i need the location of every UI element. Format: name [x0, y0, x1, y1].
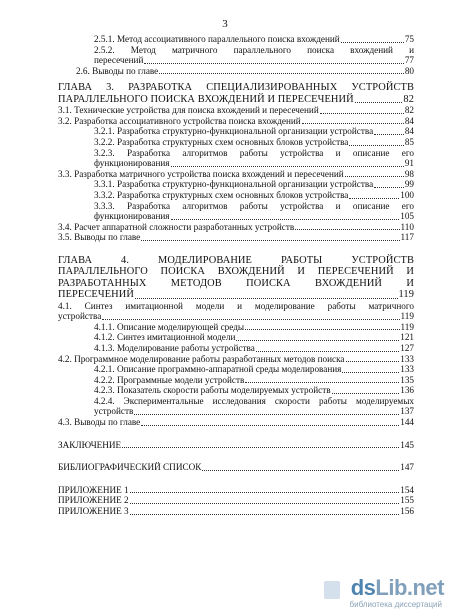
toc-row-text: ПРИЛОЖЕНИЕ 3: [58, 506, 129, 517]
dot-leader: [320, 113, 404, 114]
dot-leader: [202, 470, 399, 471]
toc-row-text: 3.2.3. Разработка алгоритмов работы устройства и описание его: [94, 147, 414, 158]
toc-row-text: функционирования: [94, 158, 170, 169]
watermark-subtitle: библиотека диссертаций: [349, 600, 442, 609]
dot-leader: [374, 134, 404, 135]
toc-row: [58, 322, 414, 333]
toc-row-bibliography: [58, 462, 414, 473]
toc-row-text: ПРИЛОЖЕНИЕ 2: [58, 495, 129, 506]
toc-row: [58, 311, 414, 322]
toc-row-conclusion: [58, 440, 414, 451]
toc-row-page: 82: [404, 105, 414, 116]
toc-row: [58, 222, 414, 233]
toc-row-text: функционирования: [94, 211, 170, 222]
chapter-title-line: ГЛАВА 4. МОДЕЛИРОВАНИЕ РАБОТЫ УСТРОЙСТВ: [58, 254, 414, 266]
toc-row-text: БИБЛИОГРАФИЧЕСКИЙ СПИСОК: [58, 462, 202, 473]
toc-row-page: 75: [404, 34, 414, 44]
dot-leader: [341, 42, 404, 43]
toc-row-page: 84: [404, 115, 414, 126]
toc-row-text: 3.3. Разработка матричного устройства поиска вхождений и пересечений: [58, 168, 344, 179]
toc-row-page: 85: [404, 136, 414, 147]
toc-row: [58, 406, 414, 417]
toc-row-text: 4.2.4. Экспериментальные исследования скорости работы моделируемых: [94, 395, 414, 406]
toc-row-text: 3.2. Разработка ассоциативного устройства поиска вхождений: [58, 115, 301, 126]
toc-row-page: 155: [400, 495, 414, 506]
toc-row: [58, 66, 414, 77]
toc-row-page: 117: [400, 232, 414, 243]
toc-row-text: 3.3.1. Разработка структурно-функциональной организации устройства: [94, 179, 374, 190]
toc-row-text: ЗАКЛЮЧЕНИЕ: [58, 439, 122, 450]
toc-row-page: 145: [400, 439, 414, 450]
toc-row: [58, 485, 414, 496]
toc-row-text: 4.3. Выводы по главе: [58, 417, 141, 428]
toc-row-page: 137: [400, 406, 414, 417]
toc-row-page: 135: [400, 374, 414, 385]
chapter-3-heading: [58, 82, 414, 105]
toc-row-page: 136: [400, 385, 414, 396]
toc-row-text: 3.2.2. Разработка структурных схем основных блоков устройства: [94, 136, 349, 147]
toc-row-page: 98: [404, 168, 414, 179]
book-icon: [324, 581, 340, 599]
chapter-title-line: РАЗРАБОТАННЫХ МЕТОДОВ ПОИСКА ВХОЖДЕНИЙ И: [58, 277, 414, 289]
toc-row: [58, 354, 414, 365]
toc-row-page: 147: [400, 462, 414, 473]
toc-row-text: устройства: [58, 311, 102, 322]
dot-leader: [236, 340, 399, 341]
dot-leader: [159, 73, 404, 74]
toc-row-text: 4.1.2. Синтез имитационной модели: [94, 332, 236, 343]
toc-row-page: 100: [400, 189, 414, 200]
toc-row-page: 77: [404, 55, 414, 66]
toc-row-page: 156: [400, 506, 414, 517]
dot-leader: [374, 187, 404, 188]
toc-row-text: 2.5.1. Метод ассоциативного параллельного поиска вхождений: [94, 34, 340, 44]
dot-leader: [102, 319, 399, 320]
toc-row: [58, 506, 414, 517]
toc-row-page: 91: [404, 158, 414, 169]
dot-leader: [332, 393, 400, 394]
appendix-entries: [58, 485, 414, 517]
toc-row-text: 4.2.3. Показатель скорости работы моделируемых устройств: [94, 385, 331, 396]
toc-row-page: 144: [400, 417, 414, 428]
toc-row: [58, 126, 414, 137]
toc-row: [58, 105, 414, 116]
toc-row: [58, 211, 414, 222]
chapter-title-line: ГЛАВА 3. РАЗРАБОТКА СПЕЦИАЛИЗИРОВАННЫХ УСТРОЙСТВ: [58, 82, 414, 94]
toc-row-page: 133: [400, 364, 414, 375]
dot-leader: [245, 382, 399, 383]
dot-leader: [346, 361, 400, 362]
toc-row-text: 3.3.2. Разработка структурных схем основных блоков устройства: [94, 189, 349, 200]
dot-leader: [171, 166, 404, 167]
page-number: 3: [222, 18, 228, 30]
chapter-4-entries: [58, 301, 414, 428]
toc-row: [58, 385, 414, 396]
toc-row-text: 3.5. Выводы по главе: [58, 232, 141, 243]
toc-row: [58, 169, 414, 180]
toc-row-text: пересечений: [94, 55, 144, 66]
toc-row-page: 119: [400, 311, 414, 322]
toc-row-page: 84: [404, 126, 414, 137]
toc-row: [58, 190, 414, 201]
toc-row-page: 133: [400, 353, 414, 364]
toc-row-page: 110: [400, 221, 414, 232]
toc-row-page: 154: [400, 484, 414, 495]
toc-row: [58, 495, 414, 506]
toc-row: [58, 417, 414, 428]
toc-row-text: 4.1.1. Описание моделирующей среды: [94, 321, 245, 332]
toc-row-text: 2.5.2. Метод матричного параллельного поиска вхождений и: [94, 44, 414, 55]
toc-row-text: 4.2.1. Описание программно-аппаратной среды моделирования: [94, 364, 342, 375]
toc-row-text: 2.6. Выводы по главе: [76, 65, 159, 76]
chapter-page: 119: [398, 289, 414, 301]
toc-row: [58, 55, 414, 66]
dot-leader: [135, 298, 398, 299]
toc-row-text: 3.3.3. Разработка алгоритмов работы устройства и описание его: [94, 200, 414, 211]
dot-leader: [130, 514, 400, 515]
toc-row: [58, 232, 414, 243]
toc-row: [58, 343, 414, 354]
chapter-3-entries: [58, 105, 414, 243]
toc-row-page: 80: [404, 65, 414, 76]
toc-row-text: 4.1.3. Моделирование работы устройства: [94, 342, 255, 353]
chapter-4-heading: [58, 255, 414, 301]
dot-leader: [134, 414, 399, 415]
chapter-title-last-line: [58, 289, 414, 300]
dot-leader: [144, 63, 403, 64]
dot-leader: [349, 198, 399, 199]
toc-row: [58, 364, 414, 375]
dot-leader: [130, 492, 400, 493]
toc-row-page: 121: [400, 332, 414, 343]
chapter-title-text: ПЕРЕСЕЧЕНИЙ: [58, 289, 134, 301]
chapter-title-text: ПАРАЛЛЕЛЬНОГО ПОИСКА ВХОЖДЕНИЙ И ПЕРЕСЕЧЕНИЙ: [58, 93, 354, 105]
toc-row: [58, 332, 414, 343]
dot-leader: [130, 503, 400, 504]
watermark: [324, 575, 444, 609]
toc-row-page: 105: [400, 211, 414, 222]
toc-row: [58, 375, 414, 386]
dot-leader: [171, 219, 400, 220]
toc-row-page: 99: [404, 179, 414, 190]
dot-leader: [122, 447, 399, 448]
dot-leader: [141, 425, 399, 426]
toc-row: [58, 158, 414, 169]
dot-leader: [345, 176, 404, 177]
dot-leader: [295, 229, 399, 230]
toc-row-page: 119: [400, 321, 414, 332]
toc-row: [58, 116, 414, 127]
toc-row-text: устройств: [94, 406, 134, 417]
toc-row: [58, 34, 414, 45]
dot-leader: [141, 240, 399, 241]
table-of-contents: [58, 34, 414, 517]
toc-row-text: ПРИЛОЖЕНИЕ 1: [58, 484, 129, 495]
toc-row-text: 4.2.2. Программные модели устройств: [94, 374, 245, 385]
toc-row-page: 127: [400, 342, 414, 353]
dot-leader: [342, 372, 399, 373]
dot-leader: [355, 102, 403, 103]
toc-row: [58, 137, 414, 148]
chapter-title-last-line: [58, 94, 414, 105]
chapter-title-line: ПАРАЛЛЕЛЬНОГО ПОИСКА ВХОЖДЕНИЙ И ПЕРЕСЕЧЕНИЙ И: [58, 266, 414, 278]
toc-row-text: 3.2.1. Разработка структурно-функциональной организации устройства: [94, 126, 374, 137]
chapter-page: 82: [403, 93, 414, 105]
dot-leader: [256, 351, 399, 352]
toc-row-text: 4.2. Программное моделирование работы разработанных методов поиска: [58, 353, 345, 364]
toc-row-text: 3.1. Технические устройства для поиска вхождений и пересечений: [58, 105, 319, 116]
dot-leader: [349, 145, 403, 146]
section-2-entries: [58, 34, 414, 76]
toc-row-text: 4.1. Синтез имитационной модели и моделирование работы матричного: [58, 300, 414, 311]
dot-leader: [302, 123, 404, 124]
toc-row: [58, 179, 414, 190]
dot-leader: [245, 329, 399, 330]
watermark-logo: dsLib.net: [350, 575, 444, 600]
toc-row-text: 3.4. Расчет аппаратной сложности разработанных устройств: [58, 221, 295, 232]
